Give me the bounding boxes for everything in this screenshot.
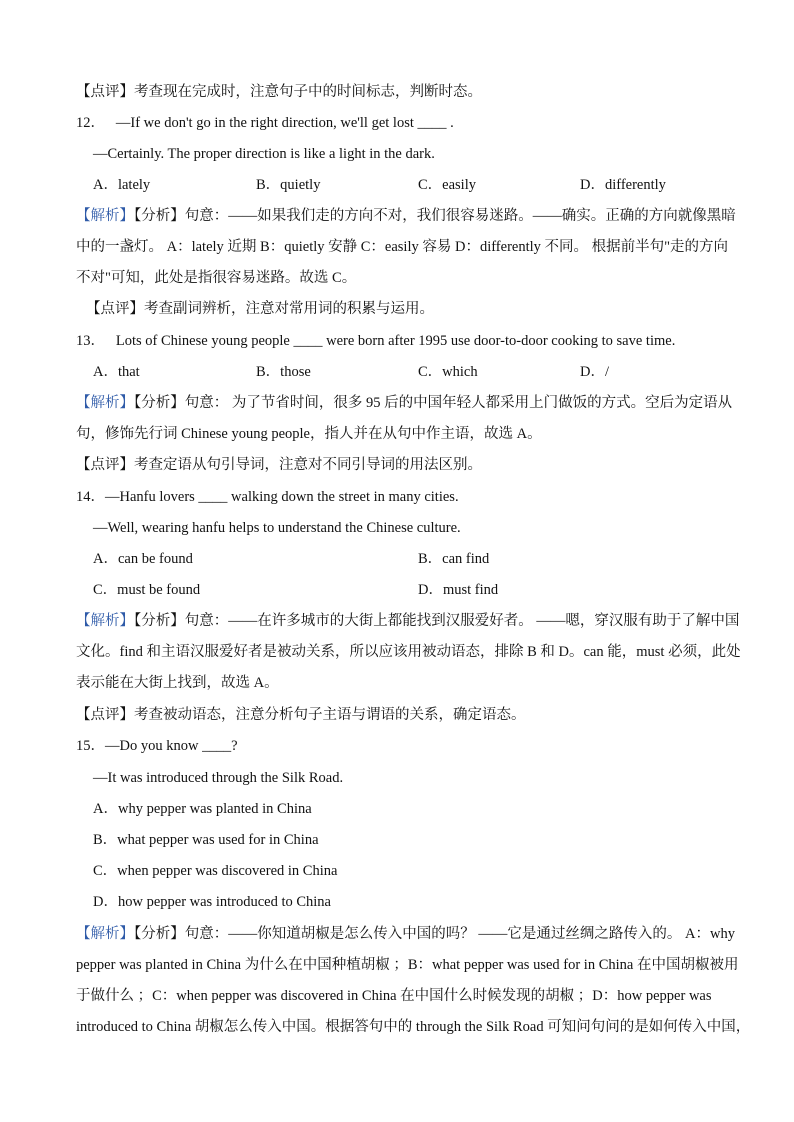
q14-analysis-line-2: 文化。find 和主语汉服爱好者是被动关系，所以应该用被动语态，排除 B 和 D。can 能，must 必须，此处 [76, 644, 741, 660]
analysis-tag: 【解析】 [76, 208, 134, 224]
q14-option-a: A．can be found [93, 551, 193, 567]
question-text: Lots of Chinese young people ____ were born after 1995 use door-to-door cooking to save time. [115, 333, 676, 349]
q15-stem [76, 736, 238, 756]
question-text: —Hanfu lovers ____ walking down the street in many cities. [105, 489, 459, 505]
q15-reply: —It was introduced through the Silk Road. [93, 770, 344, 786]
q13-stem [76, 331, 675, 351]
q12-option-d: D．differently [580, 177, 666, 193]
q12-option-c: C．easily [418, 177, 476, 193]
q13-analysis-line-1: 【解析】【分析】句意： 为了节省时间，很多 95 后的中国年轻人都采用上门做饭的方式。空后为定语从 [76, 395, 733, 411]
question-number: 12． [76, 115, 105, 131]
comment-tag: 【点评】 [76, 457, 134, 473]
comment-tag: 【点评】 [76, 84, 134, 100]
q15-analysis-line-2: pepper was planted in China 为什么在中国种植胡椒 ；B：what pepper was used for in China 在中国胡椒被用 [76, 957, 739, 973]
q14-reply: —Well, wearing hanfu helps to understand the Chinese culture. [93, 520, 461, 536]
q15-analysis-line-3: 于做什么 ；C：when pepper was discovered in China 在中国什么时候发现的胡椒 ；D：how pepper was [76, 988, 712, 1004]
analysis-tag: 【解析】 [76, 395, 134, 411]
question-text: —Do you know ____? [105, 738, 238, 754]
question-number: 13． [76, 333, 105, 349]
q14-analysis-line-1: 【解析】【分析】句意：——在许多城市的大街上都能找到汉服爱好者。 ——嗯，穿汉服有助于了解中国 [76, 613, 740, 629]
question-number: 14． [76, 489, 105, 505]
q15-option-c: C．when pepper was discovered in China [93, 863, 338, 879]
q12-analysis-line-3: 不对"可知，此处是指很容易迷路。故选 C。 [76, 270, 357, 286]
q12-stem [76, 113, 454, 133]
q13-option-d: D．/ [580, 364, 609, 380]
q12-reply: —Certainly. The proper direction is like a light in the dark. [93, 146, 435, 162]
q12-analysis-line-1: 【解析】【分析】句意：——如果我们走的方向不对，我们很容易迷路。——确实。正确的方向就像黑暗 [76, 208, 736, 224]
q12-option-a: A．lately [93, 177, 151, 193]
comment-text: 考查现在完成时，注意句子中的时间标志，判断时态。 [134, 84, 482, 100]
question-text: —If we don't go in the right direction, we'll get lost ____ . [115, 115, 454, 131]
q12-option-b: B．quietly [256, 177, 321, 193]
q13-option-c: C．which [418, 364, 478, 380]
q15-analysis-line-1: 【解析】【分析】句意：——你知道胡椒是怎么传入中国的吗？ ——它是通过丝绸之路传入的。 A：why [76, 926, 735, 942]
comment-tag: 【点评】 [86, 301, 144, 317]
q14-stem [76, 487, 459, 507]
q12-analysis-line-2: 中的一盏灯。 A：lately 近期 B：quietly 安静 C：easily 容易 D：differently 不同。 根据前半句"走的方向 [76, 239, 729, 255]
q13-analysis-line-2: 句，修饰先行词 Chinese young people，指人并在从句中作主语，故选 A。 [76, 426, 542, 442]
q12-comment: 【点评】考查副词辨析，注意对常用词的积累与运用。 [86, 301, 434, 317]
q14-analysis-line-3: 表示能在大街上找到，故选 A。 [76, 675, 279, 691]
q14-option-c: C．must be found [93, 582, 201, 598]
q14-option-d: D．must find [418, 582, 499, 598]
q15-option-b: B．what pepper was used for in China [93, 832, 319, 848]
q11-comment [76, 82, 482, 102]
analysis-tag: 【解析】 [76, 613, 134, 629]
q14-option-b: B．can find [418, 551, 490, 567]
q13-option-b: B．those [256, 364, 311, 380]
q13-comment: 【点评】考查定语从句引导词，注意对不同引导词的用法区别。 [76, 457, 482, 473]
q13-option-a: A．that [93, 364, 140, 380]
analysis-tag: 【解析】 [76, 926, 134, 942]
q15-option-a: A．why pepper was planted in China [93, 801, 312, 817]
question-number: 15． [76, 738, 105, 754]
q15-analysis-line-4: introduced to China 胡椒怎么传入中国。根据答句中的 through the Silk Road 可知问句问的是如何传入中国， [76, 1019, 751, 1035]
q15-option-d: D．how pepper was introduced to China [93, 894, 331, 910]
comment-tag: 【点评】 [76, 707, 134, 723]
q14-comment: 【点评】考查被动语态，注意分析句子主语与谓语的关系，确定语态。 [76, 707, 526, 723]
